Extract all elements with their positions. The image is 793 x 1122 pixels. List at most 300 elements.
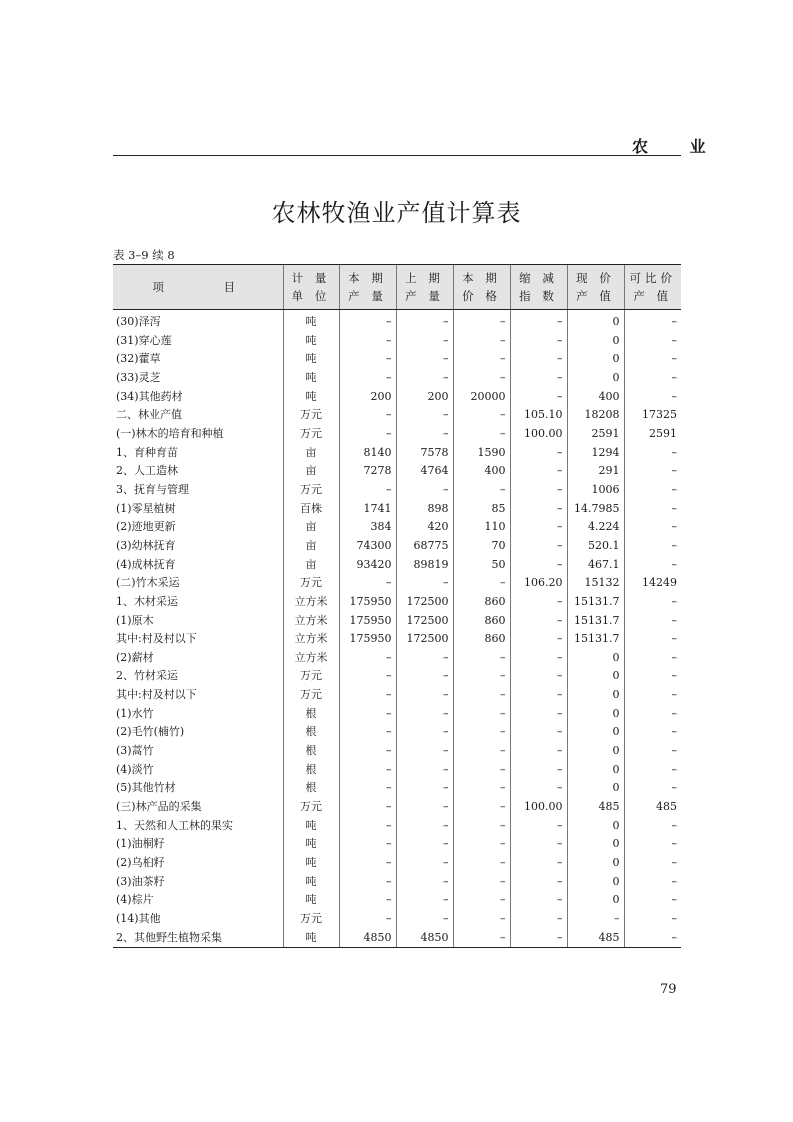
unit-cell: 吨: [283, 854, 339, 873]
value-cell: 0: [567, 873, 624, 892]
value-cell: 4850: [339, 929, 396, 948]
value-cell: –: [510, 518, 567, 537]
value-cell: –: [396, 574, 453, 593]
item-name-cell: (2)迹地更新: [116, 520, 176, 534]
value-cell: –: [396, 761, 453, 780]
value-cell: 15131.7: [567, 630, 624, 649]
item-name-cell: (三)林产品的采集: [116, 800, 202, 814]
unit-cell: 吨: [283, 835, 339, 854]
value-cell: –: [339, 835, 396, 854]
column-header: [283, 265, 339, 310]
value-cell: 860: [453, 630, 510, 649]
value-cell: 4850: [396, 929, 453, 948]
value-cell: 0: [567, 686, 624, 705]
value-cell: –: [624, 593, 681, 612]
value-cell: –: [624, 910, 681, 929]
item-name-cell: (34)其他药材: [116, 389, 183, 403]
value-cell: –: [624, 723, 681, 742]
value-cell: –: [510, 705, 567, 724]
value-cell: –: [624, 612, 681, 631]
table-row: [113, 817, 681, 836]
page-title: 农林牧渔业产值计算表: [271, 199, 522, 227]
item-name-cell: (4)淡竹: [116, 762, 154, 776]
value-cell: –: [510, 910, 567, 929]
unit-cell: 亩: [283, 556, 339, 575]
output-value-table: [113, 264, 681, 948]
value-cell: 100.00: [510, 798, 567, 817]
column-header: [510, 265, 567, 310]
item-name-cell: (2)毛竹(楠竹): [116, 725, 185, 739]
item-name-cell: (31)穿心莲: [116, 333, 172, 347]
value-cell: 172500: [396, 630, 453, 649]
unit-cell: 吨: [283, 817, 339, 836]
item-name-cell: (32)藿草: [116, 352, 161, 366]
value-cell: 70: [453, 537, 510, 556]
unit-cell: 百株: [283, 500, 339, 519]
value-cell: –: [624, 518, 681, 537]
item-name-cell: (一)林木的培育和种植: [116, 426, 224, 440]
value-cell: 0: [567, 310, 624, 332]
value-cell: 20000: [453, 388, 510, 407]
value-cell: –: [339, 779, 396, 798]
item-name-cell: 其中:村及村以下: [116, 688, 197, 702]
value-cell: –: [510, 873, 567, 892]
table-row: [113, 929, 681, 948]
value-cell: –: [396, 667, 453, 686]
unit-cell: 根: [283, 705, 339, 724]
item-name-cell: (2)薪材: [116, 650, 154, 664]
value-cell: –: [510, 556, 567, 575]
item-name-cell: 2、竹材采运: [116, 669, 178, 683]
value-cell: 1006: [567, 481, 624, 500]
value-cell: –: [396, 910, 453, 929]
value-cell: –: [396, 835, 453, 854]
value-cell: –: [453, 873, 510, 892]
value-cell: 0: [567, 350, 624, 369]
value-cell: –: [396, 817, 453, 836]
unit-cell: 万元: [283, 406, 339, 425]
item-name-cell: (4)成林抚育: [116, 557, 176, 571]
value-cell: –: [453, 332, 510, 351]
value-cell: –: [624, 369, 681, 388]
value-cell: –: [396, 406, 453, 425]
unit-cell: 吨: [283, 369, 339, 388]
value-cell: –: [624, 761, 681, 780]
value-cell: –: [624, 686, 681, 705]
column-header-line: 产 值: [633, 289, 673, 303]
value-cell: –: [624, 444, 681, 463]
table-row: [113, 779, 681, 798]
table-row: [113, 369, 681, 388]
value-cell: –: [339, 369, 396, 388]
value-cell: –: [339, 425, 396, 444]
value-cell: 0: [567, 369, 624, 388]
table-body: [113, 310, 681, 948]
column-header: [453, 265, 510, 310]
value-cell: 4.224: [567, 518, 624, 537]
value-cell: –: [510, 817, 567, 836]
value-cell: –: [453, 686, 510, 705]
column-header-line: 本 期: [462, 271, 501, 285]
value-cell: 860: [453, 612, 510, 631]
value-cell: –: [453, 350, 510, 369]
value-cell: –: [396, 686, 453, 705]
value-cell: –: [339, 310, 396, 332]
table-row: [113, 630, 681, 649]
table-row: [113, 537, 681, 556]
value-cell: –: [510, 649, 567, 668]
value-cell: –: [510, 500, 567, 519]
value-cell: 1590: [453, 444, 510, 463]
item-name-cell: (二)竹木采运: [116, 576, 180, 590]
value-cell: 110: [453, 518, 510, 537]
table-row: [113, 406, 681, 425]
table-row: [113, 667, 681, 686]
value-cell: 520.1: [567, 537, 624, 556]
value-cell: –: [624, 388, 681, 407]
item-name-cell: 二、林业产值: [116, 408, 182, 422]
item-name-cell: 3、抚育与管理: [116, 482, 189, 496]
value-cell: –: [339, 761, 396, 780]
value-cell: –: [453, 891, 510, 910]
item-name-cell: 2、其他野生植物采集: [113, 929, 283, 948]
value-cell: –: [396, 481, 453, 500]
value-cell: 898: [396, 500, 453, 519]
value-cell: –: [339, 798, 396, 817]
unit-cell: 吨: [283, 929, 339, 948]
value-cell: 18208: [567, 406, 624, 425]
value-cell: 4764: [396, 462, 453, 481]
item-name-cell: (30)泽泻: [116, 315, 161, 328]
value-cell: –: [510, 537, 567, 556]
table-row: [113, 574, 681, 593]
value-cell: –: [396, 891, 453, 910]
column-header-line: 缩 减: [519, 271, 558, 285]
value-cell: –: [453, 723, 510, 742]
value-cell: –: [510, 686, 567, 705]
table-header: [113, 265, 681, 310]
item-name-cell: 其中:村及村以下: [116, 632, 197, 646]
value-cell: –: [624, 929, 681, 948]
value-cell: 14249: [624, 574, 681, 593]
column-header-line: 产 值: [576, 289, 615, 303]
value-cell: 17325: [624, 406, 681, 425]
value-cell: –: [624, 873, 681, 892]
item-name-cell: (1)原木: [116, 613, 154, 627]
value-cell: –: [453, 481, 510, 500]
item-name-cell: 1、天然和人工林的果实: [116, 818, 233, 832]
value-cell: –: [453, 929, 510, 948]
table-row: [113, 910, 681, 929]
item-name-cell: (1)水竹: [116, 706, 154, 720]
value-cell: –: [339, 910, 396, 929]
value-cell: –: [339, 649, 396, 668]
value-cell: 15131.7: [567, 612, 624, 631]
value-cell: –: [510, 481, 567, 500]
unit-cell: 根: [283, 779, 339, 798]
value-cell: –: [510, 369, 567, 388]
value-cell: –: [396, 649, 453, 668]
value-cell: –: [453, 310, 510, 332]
value-cell: –: [396, 705, 453, 724]
value-cell: –: [453, 369, 510, 388]
unit-cell: 吨: [283, 310, 339, 332]
column-header-line: 可比价: [629, 271, 676, 285]
value-cell: 172500: [396, 593, 453, 612]
value-cell: 1741: [339, 500, 396, 519]
value-cell: –: [339, 891, 396, 910]
unit-cell: 万元: [283, 574, 339, 593]
value-cell: –: [453, 910, 510, 929]
value-cell: –: [624, 500, 681, 519]
section-label: 农 业: [632, 137, 724, 156]
value-cell: 50: [453, 556, 510, 575]
value-cell: –: [339, 686, 396, 705]
value-cell: –: [624, 537, 681, 556]
value-cell: 175950: [339, 612, 396, 631]
table-row: [113, 891, 681, 910]
value-cell: –: [624, 556, 681, 575]
value-cell: –: [624, 705, 681, 724]
unit-cell: 万元: [283, 481, 339, 500]
item-name-cell: (5)其他竹材: [116, 781, 176, 795]
value-cell: –: [510, 835, 567, 854]
table-row: [113, 500, 681, 519]
column-header-line: 产 量: [348, 289, 387, 303]
value-cell: –: [453, 705, 510, 724]
value-cell: –: [339, 481, 396, 500]
unit-cell: 吨: [283, 388, 339, 407]
value-cell: –: [510, 891, 567, 910]
value-cell: –: [339, 332, 396, 351]
unit-cell: 吨: [283, 891, 339, 910]
value-cell: –: [624, 891, 681, 910]
value-cell: –: [396, 742, 453, 761]
value-cell: –: [624, 835, 681, 854]
column-header-line: 本 期: [348, 271, 387, 285]
value-cell: 15132: [567, 574, 624, 593]
value-cell: 0: [567, 817, 624, 836]
item-name-cell: (3)油茶籽: [116, 874, 165, 888]
item-name-cell: (2)乌桕籽: [116, 856, 165, 870]
value-cell: –: [453, 779, 510, 798]
value-cell: –: [624, 462, 681, 481]
table-row: [113, 388, 681, 407]
unit-cell: 亩: [283, 518, 339, 537]
table-row: [113, 444, 681, 463]
unit-cell: 亩: [283, 444, 339, 463]
value-cell: –: [624, 350, 681, 369]
header-row: [113, 265, 681, 310]
value-cell: 420: [396, 518, 453, 537]
unit-cell: 万元: [283, 667, 339, 686]
value-cell: –: [396, 854, 453, 873]
value-cell: –: [624, 742, 681, 761]
value-cell: –: [510, 444, 567, 463]
unit-cell: 根: [283, 761, 339, 780]
value-cell: 400: [567, 388, 624, 407]
value-cell: –: [510, 742, 567, 761]
value-cell: –: [339, 873, 396, 892]
unit-cell: 万元: [283, 425, 339, 444]
value-cell: –: [510, 761, 567, 780]
table-row: [113, 723, 681, 742]
column-header: 项 目: [113, 265, 283, 310]
value-cell: –: [510, 612, 567, 631]
page-number: 79: [660, 982, 677, 997]
column-header: [396, 265, 453, 310]
unit-cell: 万元: [283, 798, 339, 817]
value-cell: –: [396, 350, 453, 369]
value-cell: 2591: [624, 425, 681, 444]
table-row: [113, 742, 681, 761]
value-cell: 68775: [396, 537, 453, 556]
value-cell: 200: [339, 388, 396, 407]
value-cell: –: [453, 742, 510, 761]
value-cell: –: [624, 310, 681, 332]
value-cell: –: [453, 761, 510, 780]
value-cell: –: [453, 406, 510, 425]
unit-cell: 吨: [283, 873, 339, 892]
value-cell: –: [453, 854, 510, 873]
value-cell: –: [339, 742, 396, 761]
value-cell: –: [339, 723, 396, 742]
value-cell: –: [453, 574, 510, 593]
value-cell: –: [339, 817, 396, 836]
table-row: [113, 593, 681, 612]
value-cell: –: [624, 817, 681, 836]
value-cell: 7278: [339, 462, 396, 481]
value-cell: 0: [567, 742, 624, 761]
unit-cell: 吨: [283, 350, 339, 369]
unit-cell: 万元: [283, 910, 339, 929]
column-header-line: 计 量: [291, 271, 331, 285]
table-row: [113, 518, 681, 537]
value-cell: –: [510, 723, 567, 742]
value-cell: –: [339, 667, 396, 686]
value-cell: 8140: [339, 444, 396, 463]
value-cell: 74300: [339, 537, 396, 556]
value-cell: 0: [567, 761, 624, 780]
value-cell: 106.20: [510, 574, 567, 593]
value-cell: 105.10: [510, 406, 567, 425]
column-header-line: 上 期: [405, 271, 444, 285]
value-cell: 175950: [339, 630, 396, 649]
value-cell: 172500: [396, 612, 453, 631]
unit-cell: 亩: [283, 462, 339, 481]
item-name-cell: (1)零星植树: [116, 501, 176, 515]
column-header-line: 现 价: [576, 271, 615, 285]
unit-cell: 根: [283, 723, 339, 742]
value-cell: –: [510, 332, 567, 351]
table-row: [113, 332, 681, 351]
value-cell: 0: [567, 779, 624, 798]
value-cell: –: [510, 779, 567, 798]
table-row: [113, 873, 681, 892]
item-name-cell: (4)棕片: [116, 893, 154, 907]
table-row: [113, 835, 681, 854]
value-cell: –: [396, 369, 453, 388]
value-cell: 860: [453, 593, 510, 612]
table-row: [113, 705, 681, 724]
item-name-cell: (1)油桐籽: [116, 837, 165, 851]
table-row: [113, 761, 681, 780]
unit-cell: 立方米: [283, 649, 339, 668]
item-name-cell: 1、育种育苗: [116, 445, 178, 459]
value-cell: 200: [396, 388, 453, 407]
value-cell: 485: [567, 929, 624, 948]
item-name-cell: 2、人工造林: [116, 464, 178, 478]
column-header-line: 单 位: [291, 289, 331, 303]
value-cell: 0: [567, 835, 624, 854]
value-cell: –: [453, 649, 510, 668]
column-header-line: 价 格: [462, 289, 501, 303]
value-cell: –: [624, 854, 681, 873]
unit-cell: 亩: [283, 537, 339, 556]
value-cell: 15131.7: [567, 593, 624, 612]
value-cell: –: [510, 667, 567, 686]
value-cell: –: [510, 630, 567, 649]
item-name-cell: (3)蒿竹: [116, 744, 154, 758]
value-cell: –: [453, 425, 510, 444]
table-row: [113, 854, 681, 873]
value-cell: –: [396, 310, 453, 332]
value-cell: –: [339, 574, 396, 593]
value-cell: 0: [567, 332, 624, 351]
table-row: [113, 556, 681, 575]
value-cell: –: [624, 779, 681, 798]
value-cell: –: [453, 835, 510, 854]
value-cell: –: [396, 779, 453, 798]
value-cell: –: [567, 910, 624, 929]
item-name-cell: (14)其他: [116, 912, 161, 925]
column-header: [339, 265, 396, 310]
value-cell: –: [339, 406, 396, 425]
value-cell: –: [396, 873, 453, 892]
table-row: [113, 310, 681, 332]
value-cell: 0: [567, 705, 624, 724]
value-cell: –: [510, 929, 567, 948]
table-row: [113, 481, 681, 500]
value-cell: –: [510, 462, 567, 481]
value-cell: –: [453, 667, 510, 686]
table-row: [113, 462, 681, 481]
unit-cell: 立方米: [283, 630, 339, 649]
value-cell: 485: [624, 798, 681, 817]
value-cell: 384: [339, 518, 396, 537]
unit-cell: 根: [283, 742, 339, 761]
unit-cell: 万元: [283, 686, 339, 705]
value-cell: 2591: [567, 425, 624, 444]
value-cell: –: [510, 593, 567, 612]
value-cell: 175950: [339, 593, 396, 612]
column-header: [567, 265, 624, 310]
table-row: [113, 612, 681, 631]
value-cell: 89819: [396, 556, 453, 575]
table-id: 表 3–9 续 8: [113, 248, 175, 262]
value-cell: 85: [453, 500, 510, 519]
value-cell: 100.00: [510, 425, 567, 444]
value-cell: –: [453, 798, 510, 817]
value-cell: 1294: [567, 444, 624, 463]
value-cell: –: [396, 425, 453, 444]
value-cell: 0: [567, 667, 624, 686]
value-cell: –: [453, 817, 510, 836]
item-name-cell: (3)幼林抚育: [116, 538, 176, 552]
value-cell: 291: [567, 462, 624, 481]
value-cell: 0: [567, 649, 624, 668]
header-rule: [113, 155, 681, 156]
